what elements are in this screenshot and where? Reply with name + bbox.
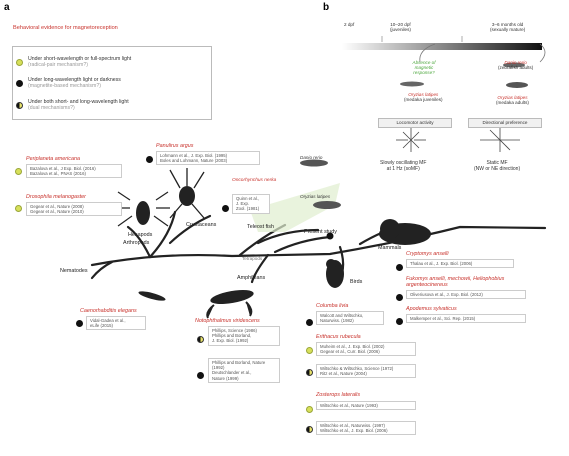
label-arthropods: Arthropods bbox=[123, 240, 150, 246]
species-notophthalmus: Notophthalmus viridescens bbox=[195, 318, 260, 324]
citation-notophthalmus-1: Phillips, Science (1986) Phillips and Borland, J. Exp. Biol. (1992) bbox=[208, 326, 280, 346]
directional-preference-box: Directional preference bbox=[468, 118, 542, 128]
indicator-dot bbox=[15, 205, 22, 212]
citation-zosterops-1: Wiltschko et al., Nature (1993) bbox=[316, 401, 416, 410]
medaka-adults: Oryzias latipes (medaka adults) bbox=[496, 95, 529, 105]
label-oryzias: Oryzias latipes bbox=[300, 194, 331, 199]
label-mammals: Mammals bbox=[378, 245, 402, 251]
stage-2dpf: 2 dpf bbox=[344, 22, 355, 27]
somf-label: Slowly oscillating MF at 1 Hz (soMF) bbox=[380, 160, 427, 172]
label-birds: Birds bbox=[350, 279, 363, 285]
label-tetrapods: Tetrapods bbox=[242, 256, 263, 261]
species-drosophila: Drosophila melanogaster bbox=[26, 194, 86, 200]
citation-caenorhabditis: Vidal-Gadea et al., eLife (2015) bbox=[86, 316, 146, 330]
indicator-dot bbox=[76, 320, 83, 327]
label-present-study: Present study bbox=[304, 229, 337, 235]
indicator-dot bbox=[197, 372, 204, 379]
species-apodemus: Apodemus sylvaticus bbox=[406, 306, 457, 312]
indicator-dot bbox=[146, 156, 153, 163]
species-cryptomys: Cryptomys anselli bbox=[406, 251, 449, 257]
citation-erithacus-2: Wiltschko & Wiltschko, Science (1972) Ritz et al., Nature (2004) bbox=[316, 364, 416, 378]
indicator-dot bbox=[306, 406, 313, 413]
stage-adults: 3–6 months old (sexually mature) bbox=[490, 22, 526, 32]
zebrafish-adults: Danio rerio (zebrafish adults) bbox=[498, 60, 534, 70]
citation-fukomys: Oliveriusova et al., J. Exp. Biol. (2012) bbox=[406, 290, 526, 299]
header-title: Behavioral evidence for magnetoreception bbox=[13, 25, 118, 31]
species-oncorhynchus: Oncorhynchus nerka bbox=[232, 178, 277, 183]
indicator-dot bbox=[197, 336, 204, 343]
stage-juveniles: 10–20 dpf (juveniles) bbox=[390, 22, 411, 32]
species-periplaneta: Periplaneta americana bbox=[26, 156, 80, 162]
species-columba: Columba livia bbox=[316, 303, 349, 309]
absence-note: Absence of magnetic response? bbox=[412, 60, 436, 75]
citation-drosophila: Gegear et al., Nature (2008) Gegear et al., Nature (2010) bbox=[26, 202, 122, 216]
legend-item-1: Under short-wavelength or full-spectrum light (radical-pair mechanism?) bbox=[28, 56, 132, 69]
label-hexapods: Hexapods bbox=[128, 232, 153, 238]
indicator-dot bbox=[15, 168, 22, 175]
indicator-dot bbox=[222, 205, 229, 212]
species-panulirus: Panulirus argus bbox=[156, 143, 194, 149]
panel-label-a: a bbox=[4, 2, 10, 13]
indicator-dot bbox=[396, 318, 403, 325]
species-fukomys: Fukomys anselli, mechowii, Heliophobius argenteocinereus bbox=[406, 276, 505, 288]
citation-erithacus-1: Muheim et al., J. Exp. Biol. (2002) Gegear et al., Curr. Biol. (2006) bbox=[316, 342, 416, 356]
locomotor-activity-box: Locomotor activity bbox=[378, 118, 452, 128]
citation-zosterops-2: Wiltschko et al., Naturwiss. (1997) Wiltschko et al., J. Exp. Biol. (2006) bbox=[316, 421, 416, 435]
citation-periplaneta: Bazalova et al., J Exp. Biol. (2016) Bazalova et al., PNAS (2016) bbox=[26, 164, 122, 178]
species-erithacus: Erithacus rubecula bbox=[316, 334, 361, 340]
label-crustaceans: Crustaceans bbox=[186, 222, 217, 228]
citation-cryptomys: Thalau et al., J. Exp. Biol. (2006) bbox=[406, 259, 514, 268]
species-zosterops: Zosterops lateralis bbox=[316, 392, 361, 398]
citation-apodemus: Malkemper et al., Sci. Rep. (2015) bbox=[406, 314, 526, 323]
indicator-dot bbox=[306, 319, 313, 326]
citation-panulirus: Lohmann et al., J. Exp. Biol. (1995) Boles and Lohmann, Nature (2003) bbox=[156, 151, 260, 165]
indicator-dot bbox=[306, 347, 313, 354]
citation-oncorhynchus: Quinn et al., J. Exp. Zool. (1981) bbox=[232, 194, 270, 214]
citation-columba: Walcott and Wiltschko, Naturwiss. (1982) bbox=[316, 311, 384, 325]
medaka-juveniles: Oryzias latipes (medaka juveniles) bbox=[404, 92, 443, 102]
species-caenorhabditis: Caenorhabditis elegans bbox=[80, 308, 137, 314]
label-amphibians: Amphibians bbox=[237, 275, 266, 281]
legend-item-3: Under both short- and long-wavelength light (dual mechanisms?) bbox=[28, 99, 129, 112]
label-danio: Danio rerio bbox=[300, 155, 323, 160]
label-nematodes: Nematodes bbox=[60, 268, 88, 274]
citation-notophthalmus-2: Phillips and Borland, Nature (1992) Deutschlander et al., Nature (1999) bbox=[208, 358, 280, 383]
label-teleost: Teleost fish bbox=[247, 224, 274, 230]
panel-label-b: b bbox=[323, 2, 330, 13]
indicator-dot bbox=[306, 426, 313, 433]
indicator-dot bbox=[306, 369, 313, 376]
static-mf-label: Static MF (NW or NE direction) bbox=[474, 160, 521, 172]
legend-item-2: Under long-wavelength light or darkness (magnetite-based mechanism?) bbox=[28, 77, 121, 90]
indicator-dot bbox=[396, 264, 403, 271]
indicator-dot bbox=[396, 294, 403, 301]
